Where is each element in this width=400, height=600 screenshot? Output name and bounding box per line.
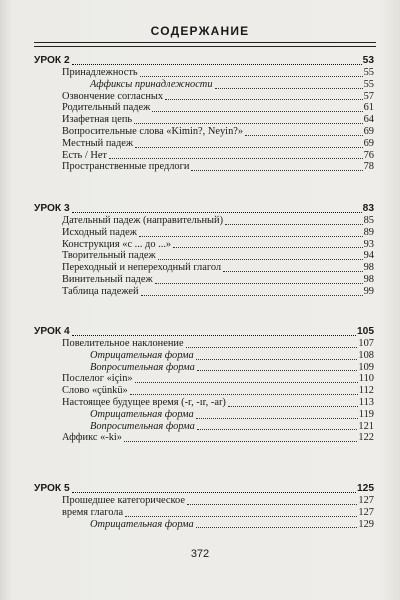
toc-entry[interactable] xyxy=(34,507,374,519)
toc-entry-text: Слово «çünkü» xyxy=(62,385,128,397)
toc-page-number: 99 xyxy=(363,285,374,297)
toc-subentry[interactable] xyxy=(34,519,374,531)
toc-entry-text: Творительный падеж xyxy=(62,250,156,262)
toc-lesson-heading[interactable] xyxy=(34,325,374,338)
leader-dots xyxy=(158,259,363,260)
toc-subentry[interactable] xyxy=(34,362,374,374)
page-title: СОДЕРЖАНИЕ xyxy=(150,24,250,38)
toc-page-number: 93 xyxy=(363,238,374,250)
leader-dots xyxy=(196,359,358,360)
toc-entry[interactable] xyxy=(34,227,374,239)
toc-entry[interactable] xyxy=(34,138,374,150)
lesson-3-section xyxy=(34,202,374,298)
leader-dots xyxy=(109,158,363,159)
toc-entry-text: Вопросительные слова «Kimin?, Neyin?» xyxy=(62,125,244,137)
leader-dots xyxy=(196,418,358,419)
toc-subentry[interactable] xyxy=(34,79,374,91)
toc-entry[interactable] xyxy=(34,250,374,262)
title-rule-bottom xyxy=(34,46,376,47)
toc-page-number: 64 xyxy=(363,114,374,126)
toc-page-number: 127 xyxy=(358,506,374,518)
toc-entry-text: Есть / Нет xyxy=(62,149,107,161)
lesson-4-section xyxy=(34,325,374,444)
toc-entry-text: Принадлежность xyxy=(62,67,138,78)
toc-entry[interactable] xyxy=(34,286,374,298)
toc-page-number: 53 xyxy=(362,55,374,66)
toc-entry-text: Вопросительная форма xyxy=(90,361,195,373)
leader-dots xyxy=(72,492,356,493)
toc-entry[interactable] xyxy=(34,432,374,444)
leader-dots xyxy=(187,504,357,505)
toc-entry-text: Изафетная цепь xyxy=(62,114,133,126)
toc-page-number: 69 xyxy=(363,125,374,137)
leader-dots xyxy=(186,347,358,348)
toc-entry-text: Дательный падеж (направительный) xyxy=(62,215,224,226)
leader-dots xyxy=(134,123,362,124)
toc-entry[interactable] xyxy=(34,338,374,350)
toc-entry[interactable] xyxy=(34,114,374,126)
leader-dots xyxy=(191,170,362,171)
toc-entry[interactable] xyxy=(34,262,374,274)
toc-lesson-title: УРОК 4 xyxy=(34,326,70,337)
leader-dots xyxy=(215,88,363,89)
toc-entry-text: Местный падеж xyxy=(62,137,134,149)
toc-entry-text: Послелог «için» xyxy=(62,373,133,385)
toc-entry[interactable] xyxy=(34,373,374,385)
toc-lesson-heading[interactable] xyxy=(34,54,374,67)
title-rule-top xyxy=(34,42,376,43)
toc-entry-text: Таблица падежей xyxy=(62,285,139,297)
toc-entry-text: Вопросительная форма xyxy=(90,420,195,432)
toc-entry[interactable] xyxy=(34,91,374,103)
toc-page-number: 113 xyxy=(358,396,374,408)
toc-page-number: 78 xyxy=(363,161,374,173)
toc-subentry[interactable] xyxy=(34,409,374,421)
toc-page-number: 109 xyxy=(358,361,374,373)
toc-lesson-title: УРОК 2 xyxy=(34,55,70,66)
toc-page-number: 112 xyxy=(358,385,374,397)
leader-dots xyxy=(125,516,357,517)
toc-entry-text: время глагола xyxy=(62,506,124,518)
toc-subentry[interactable] xyxy=(34,350,374,362)
leader-dots xyxy=(72,64,362,65)
leader-dots xyxy=(223,271,363,272)
toc-entry-text: Отрицательная форма xyxy=(90,349,194,361)
leader-dots xyxy=(196,527,358,528)
leader-dots xyxy=(225,224,363,225)
toc-page-number: 55 xyxy=(363,78,374,90)
toc-entry[interactable] xyxy=(34,274,374,286)
toc-entry-text: Аффиксы принадлежности xyxy=(90,78,213,90)
toc-entry-text: Настоящее будущее время (-r, -ır, -ar) xyxy=(62,396,226,408)
leader-dots xyxy=(228,406,358,407)
toc-entry-text: Переходный и непереходный глагол xyxy=(62,262,222,274)
toc-page-number: 57 xyxy=(363,90,374,102)
toc-entry-text: Аффикс «-ki» xyxy=(62,432,123,444)
toc-page-number: 98 xyxy=(363,273,374,285)
toc-page-number: 69 xyxy=(363,137,374,149)
leader-dots xyxy=(72,335,356,336)
toc-entry-text: Конструкция «с ... до ...» xyxy=(62,238,172,250)
toc-page-number: 76 xyxy=(363,149,374,161)
toc-entry[interactable] xyxy=(34,385,374,397)
toc-entry[interactable] xyxy=(34,126,374,138)
toc-entry-text: Родительный падеж xyxy=(62,102,151,114)
leader-dots xyxy=(140,76,363,77)
toc-entry[interactable] xyxy=(34,397,374,409)
toc-page-number: 55 xyxy=(363,67,374,78)
toc-page-number: 94 xyxy=(363,250,374,262)
toc-entry-text: Прошедшее категорическое xyxy=(62,495,185,506)
toc-lesson-heading[interactable] xyxy=(34,482,374,495)
leader-dots xyxy=(130,394,358,395)
lesson-5-section xyxy=(34,482,374,530)
page-number: 372 xyxy=(190,548,210,560)
toc-entry[interactable] xyxy=(34,102,374,114)
toc-page-number: 105 xyxy=(357,326,374,337)
toc-entry-text: Исходный падеж xyxy=(62,226,137,238)
toc-page-number: 125 xyxy=(357,483,374,494)
leader-dots xyxy=(139,236,363,237)
toc-lesson-title: УРОК 5 xyxy=(34,483,70,494)
leader-dots xyxy=(197,370,358,371)
toc-page-number: 98 xyxy=(363,262,374,274)
toc-page-number: 61 xyxy=(363,102,374,114)
toc-lesson-title: УРОК 3 xyxy=(34,203,70,214)
leader-dots xyxy=(135,382,358,383)
leader-dots xyxy=(165,99,363,100)
leader-dots xyxy=(124,441,357,442)
leader-dots xyxy=(72,212,362,213)
toc-entry[interactable] xyxy=(34,67,374,79)
toc-entry[interactable] xyxy=(34,239,374,251)
toc-page-number: 129 xyxy=(358,518,374,530)
toc-page-number: 107 xyxy=(358,338,374,349)
toc-entry[interactable] xyxy=(34,495,374,507)
toc-page-number: 127 xyxy=(358,495,374,506)
leader-dots xyxy=(152,111,362,112)
toc-entry-text: Отрицательная форма xyxy=(90,518,194,530)
toc-entry[interactable] xyxy=(34,161,374,173)
toc-entry-text: Озвончение согласных xyxy=(62,90,164,102)
leader-dots xyxy=(141,295,363,296)
toc-entry-text: Винительный падеж xyxy=(62,273,153,285)
lesson-2-section xyxy=(34,54,374,173)
leader-dots xyxy=(135,147,363,148)
toc-page-number: 85 xyxy=(363,215,374,226)
toc-entry[interactable] xyxy=(34,150,374,162)
toc-lesson-heading[interactable] xyxy=(34,202,374,215)
toc-entry[interactable] xyxy=(34,215,374,227)
leader-dots xyxy=(173,247,362,248)
toc-subentry[interactable] xyxy=(34,421,374,433)
toc-entry-text: Пространственные предлоги xyxy=(62,161,190,173)
toc-page-number: 108 xyxy=(358,349,374,361)
toc-page-number: 110 xyxy=(358,373,374,385)
leader-dots xyxy=(155,283,363,284)
toc-entry-text: Повелительное наклонение xyxy=(62,338,184,349)
leader-dots xyxy=(197,429,358,430)
toc-page-number: 121 xyxy=(358,420,374,432)
leader-dots xyxy=(245,135,363,136)
toc-page-number: 83 xyxy=(362,203,374,214)
toc-entry-text: Отрицательная форма xyxy=(90,408,194,420)
toc-page-number: 89 xyxy=(363,226,374,238)
toc-page-number: 122 xyxy=(358,432,374,444)
toc-page-number: 119 xyxy=(358,408,374,420)
